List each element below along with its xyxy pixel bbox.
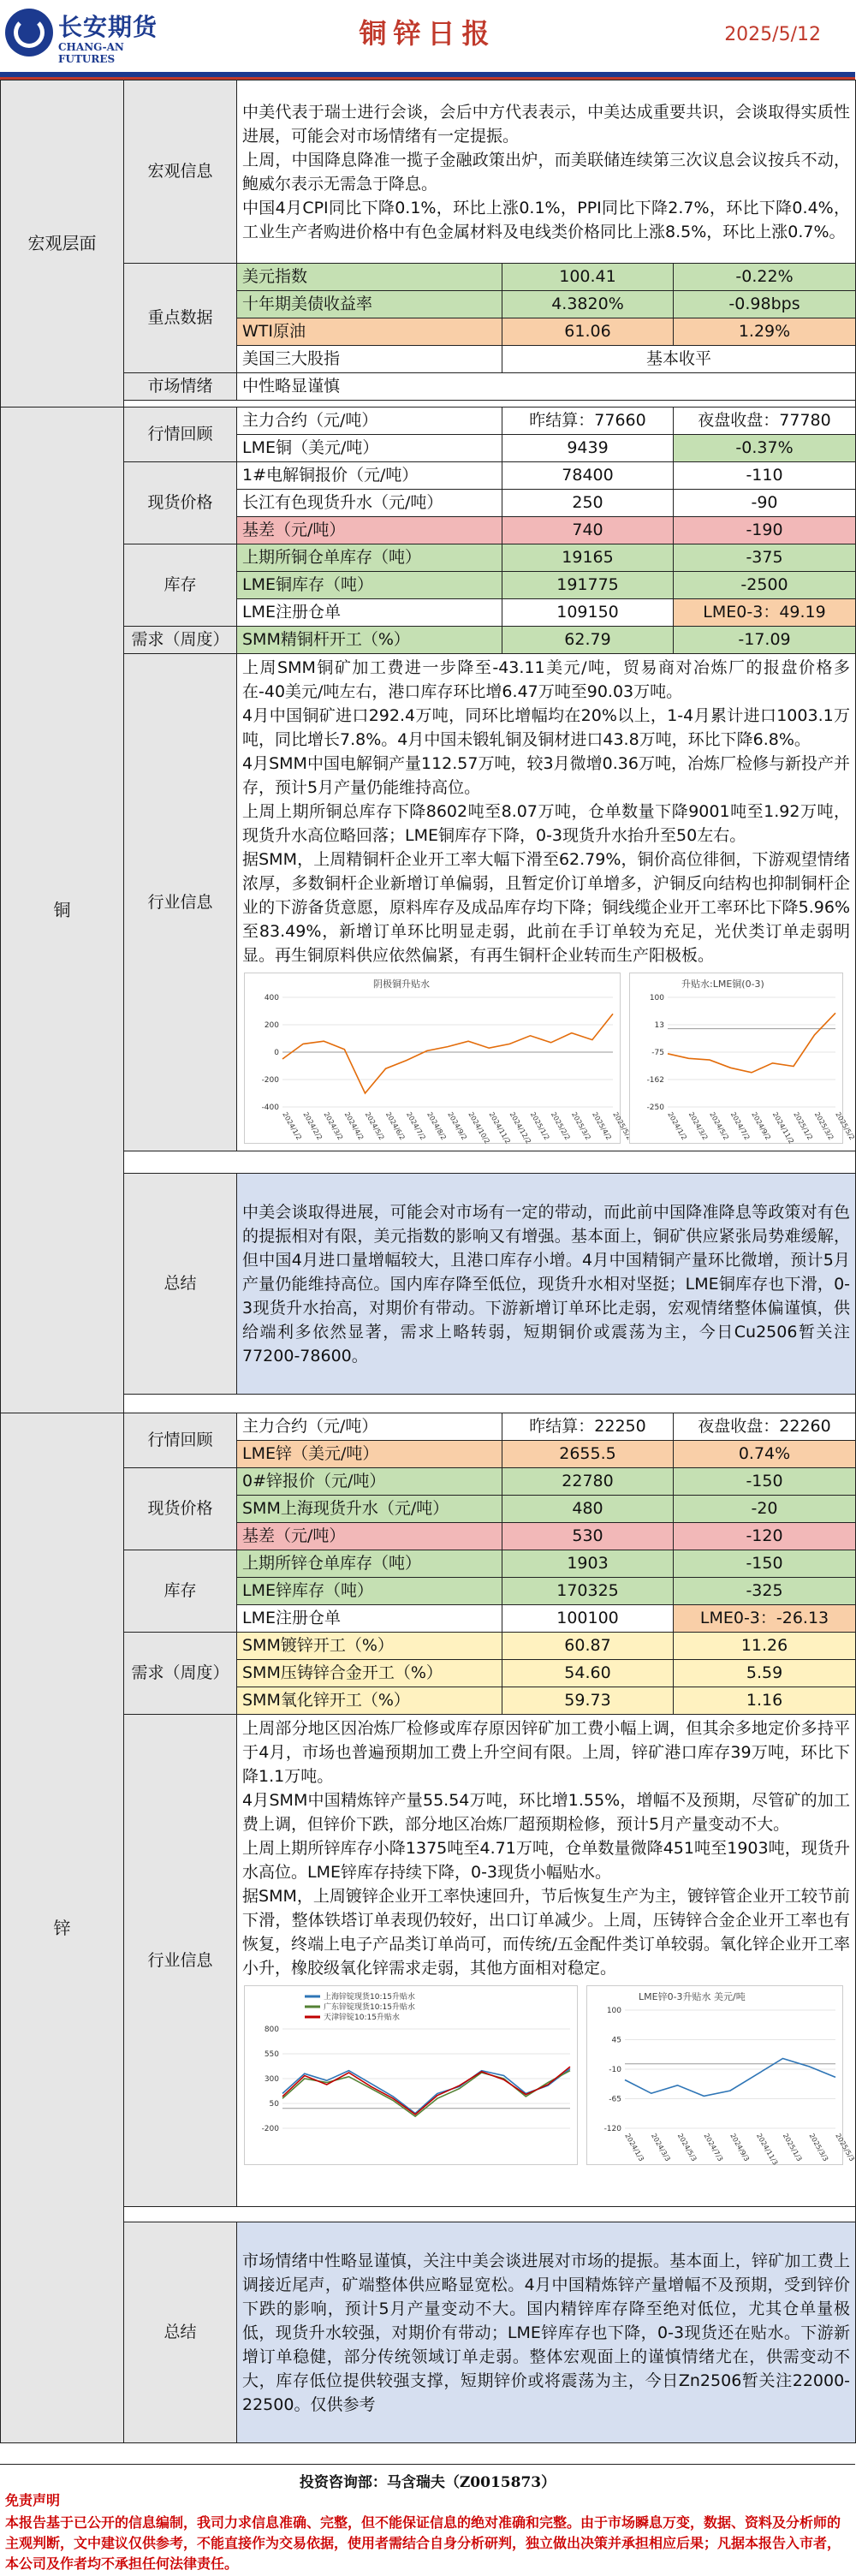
zn-inv-change-0: -150 xyxy=(674,1550,856,1578)
cu-inv-value-2: 109150 xyxy=(502,599,674,627)
zn-spot-name-0: 0#锌报价（元/吨） xyxy=(237,1468,502,1496)
zn-spot-value-1: 480 xyxy=(502,1496,674,1523)
cu-summary-label: 总结 xyxy=(124,1174,237,1395)
cu-inv-value-1: 191775 xyxy=(502,572,674,599)
cu-ind-p5: 据SMM，上周精铜杆企业开工率大幅下滑至62.79%，铜价高位徘徊，下游观望情绪浓厚，多数铜杆企业新增订单偏弱，且暂定价订单增多，沪铜反向结构也抑制铜杆企业的下游备货意愿，原料库存及成品库存均下降；铜线缆企业开工率环比下降5.96%至83.49%，新增订单环比明显走弱，此前在手订单较为充足，光伏类订单走弱明显。再生铜原料供应依然偏紧，有再生铜杆企业转而生产阳极板。 xyxy=(242,850,851,965)
cu-industry-label: 行业信息 xyxy=(124,654,237,1151)
x-tick-label: 2024/3/2 xyxy=(687,1110,710,1142)
zn-spot-value-0: 22780 xyxy=(502,1468,674,1496)
zn-main-settle: 昨结算：22250 xyxy=(502,1413,674,1441)
macro-info-p3: 中国4月CPI同比下降0.1%，环比上涨0.1%，PPI同比下降2.7%，环比下降0.4%，工业生产者购进价格中有色金属材料及电线类价格同比上涨8.5%，环比上涨0.7%。 xyxy=(242,198,851,241)
y-tick-label: 13 xyxy=(654,1021,664,1030)
zn-demand-value-1: 54.60 xyxy=(502,1660,674,1687)
zn-ind-p3: 上周上期所锌库存小降1375吨至4.71万吨，仓单数量微降451吨至1903吨，现货升水高位。LME锌库存持续下降，0-3现货小幅贴水。 xyxy=(242,1839,851,1882)
cu-inv-name-0: 上期所铜仓单库存（吨） xyxy=(237,544,502,572)
report-footer xyxy=(0,2464,855,2572)
report-header xyxy=(0,0,855,72)
key-data-label: 重点数据 xyxy=(124,264,237,373)
x-tick-label: 2024/3/3 xyxy=(650,2132,672,2163)
report-table xyxy=(0,80,856,2443)
us10y-value: 4.3820% xyxy=(502,291,674,318)
y-tick-label: -10 xyxy=(609,2066,621,2074)
x-tick-label: 2024/1/2 xyxy=(281,1110,304,1142)
zn-spot-name-2: 基差（元/吨） xyxy=(237,1523,502,1550)
x-tick-label: 2024/11/3 xyxy=(755,2132,780,2167)
x-tick-label: 2024/1/2 xyxy=(666,1110,689,1142)
y-tick-label: 100 xyxy=(606,2007,621,2015)
y-tick-label: -65 xyxy=(609,2095,621,2104)
cu-demand-change: -17.09 xyxy=(674,627,856,654)
cu-lme-name: LME铜（美元/吨） xyxy=(237,435,502,462)
cu-review-label: 行情回顾 xyxy=(124,408,237,462)
zn-spot-change-0: -150 xyxy=(674,1468,856,1496)
y-tick-label: 300 xyxy=(264,2075,279,2084)
zn-demand-value-2: 59.73 xyxy=(502,1687,674,1715)
zn-demand-name-1: SMM压铸锌合金开工（%） xyxy=(237,1660,502,1687)
chart-title: LME锌0-3升贴水 美元/吨 xyxy=(639,1991,746,2002)
section-macro: 宏观层面 xyxy=(1,80,124,408)
y-tick-label: -120 xyxy=(603,2125,621,2133)
cu-spot-value-2: 740 xyxy=(502,517,674,544)
zn-ind-p2: 4月SMM中国精炼锌产量55.54万吨，环比增1.55%，增幅不及预期，尽管矿的加工费上调，但锌价下跌，部分地区冶炼厂超预期检修，预计5月产量变动不大。 xyxy=(242,1791,851,1834)
x-tick-label: 2024/7/3 xyxy=(702,2132,725,2163)
cu-lme-spread-chart xyxy=(629,973,856,1145)
zn-inv-change-1: -325 xyxy=(674,1578,856,1605)
x-tick-label: 2024/5/3 xyxy=(675,2132,698,2163)
y-tick-label: -75 xyxy=(651,1049,664,1057)
cu-spot-name-2: 基差（元/吨） xyxy=(237,517,502,544)
cu-inv-value-0: 19165 xyxy=(502,544,674,572)
y-tick-label: 200 xyxy=(264,1021,279,1030)
dxy-value: 100.41 xyxy=(502,264,674,291)
zn-lme-value: 2655.5 xyxy=(502,1441,674,1468)
x-tick-label: 2025/5/2 xyxy=(611,1110,634,1142)
section-zinc: 锌 xyxy=(1,1413,124,2443)
cu-demand-label: 需求（周度） xyxy=(124,627,237,654)
macro-info-label: 宏观信息 xyxy=(124,80,237,264)
x-tick-label: 2024/3/2 xyxy=(322,1110,345,1142)
y-tick-label: -200 xyxy=(261,2125,279,2133)
x-tick-label: 2024/11/2 xyxy=(770,1110,796,1145)
us10y-name: 十年期美债收益率 xyxy=(237,291,502,318)
dxy-name: 美元指数 xyxy=(237,264,502,291)
cu-ind-p1: 上周SMM铜矿加工费进一步降至-43.11美元/吨，贸易商对冶炼厂的报盘价格多在-40美元/吨左右，港口库存环比增6.47万吨至90.03万吨。 xyxy=(242,658,851,701)
macro-spacer xyxy=(124,401,856,408)
zn-inv-name-2: LME注册仓单 xyxy=(237,1605,502,1633)
x-tick-label: 2024/7/2 xyxy=(728,1110,752,1142)
cu-industry xyxy=(237,654,856,1151)
x-tick-label: 2024/6/2 xyxy=(383,1110,407,1142)
zn-lme-name: LME锌（美元/吨） xyxy=(237,1441,502,1468)
zn-inv-change-2: LME0-3：-26.13 xyxy=(674,1605,856,1633)
zn-inv-label: 库存 xyxy=(124,1550,237,1633)
chart-title: 阴极铜升贴水 xyxy=(373,979,430,990)
y-tick-label: 0 xyxy=(274,1049,279,1057)
zn-demand-name-0: SMM镀锌开工（%） xyxy=(237,1633,502,1660)
cu-spot-change-0: -110 xyxy=(674,462,856,490)
cu-main-name: 主力合约（元/吨） xyxy=(237,408,502,435)
cu-charts xyxy=(242,967,856,1149)
macro-info-p1: 中美代表于瑞士进行会谈，会后中方代表表示，中美达成重要共识，会谈取得实质性进展，可能会对市场情绪有一定提振。 xyxy=(242,102,851,146)
zn-industry-label: 行业信息 xyxy=(124,1715,237,2207)
analyst-info: 投资咨询部：马含瑞夫（Z0015873） xyxy=(299,2474,556,2491)
zn-spot-label: 现货价格 xyxy=(124,1468,237,1550)
x-tick-label: 2025/2/2 xyxy=(549,1110,572,1142)
x-tick-label: 2025/1/2 xyxy=(528,1110,551,1142)
cu-inv-change-2: LME0-3：49.19 xyxy=(674,599,856,627)
y-tick-label: 400 xyxy=(264,994,279,1002)
macro-info xyxy=(237,80,856,264)
legend-label: 广东锌锭现货10:15升贴水 xyxy=(324,2003,415,2012)
series-line xyxy=(282,1014,613,1093)
x-tick-label: 2024/8/2 xyxy=(425,1110,448,1142)
x-tick-label: 2025/3/2 xyxy=(570,1110,592,1142)
zn-spot-change-2: -120 xyxy=(674,1523,856,1550)
x-tick-label: 2024/9/3 xyxy=(728,2132,752,2163)
y-tick-label: -162 xyxy=(646,1076,664,1085)
x-tick-label: 2024/1/3 xyxy=(623,2132,646,2163)
zn-main-name: 主力合约（元/吨） xyxy=(237,1413,502,1441)
report-date: 2025/5/12 xyxy=(724,24,821,45)
zn-demand-label: 需求（周度） xyxy=(124,1633,237,1715)
cu-demand-name: SMM精铜杆开工（%） xyxy=(237,627,502,654)
y-tick-label: 50 xyxy=(269,2100,279,2109)
section-copper: 铜 xyxy=(1,408,124,1413)
zn-ind-p4: 据SMM，上周镀锌企业开工率快速回升，节后恢复生产为主，镀锌管企业开工较节前下滑，整体铁塔订单表现仍较好，出口订单减少。上周，压铸锌合金企业开工率也有恢复，终端上电子产品类订单尚可，而传统/五金配件类订单较弱。氧化锌企业开工率小升，橡胶级氧化锌需求走弱，其他方面相对稳定。 xyxy=(242,1887,851,1978)
cu-lme-change: -0.37% xyxy=(674,435,856,462)
zn-demand-value-0: 60.87 xyxy=(502,1633,674,1660)
x-tick-label: 2024/4/2 xyxy=(342,1110,366,1142)
zn-inv-value-2: 100100 xyxy=(502,1605,674,1633)
zn-inv-name-0: 上期所锌仓单库存（吨） xyxy=(237,1550,502,1578)
x-tick-label: 2025/5/2 xyxy=(834,1110,856,1142)
us-stocks-value: 基本收平 xyxy=(502,346,856,373)
zn-spot-premium-chart xyxy=(244,1985,578,2165)
cu-demand-value: 62.79 xyxy=(502,627,674,654)
cu-ind-p3: 4月SMM中国电解铜产量112.57万吨，较3月微增0.36万吨，冶炼厂检修与新投产并存，预计5月产量仍能维持高位。 xyxy=(242,754,851,797)
zn-demand-name-2: SMM氧化锌开工（%） xyxy=(237,1687,502,1715)
zn-inv-name-1: LME锌库存（吨） xyxy=(237,1578,502,1605)
cu-spot-change-2: -190 xyxy=(674,517,856,544)
disclaimer-title: 免责声明 xyxy=(5,2492,61,2508)
y-tick-label: 100 xyxy=(649,994,664,1002)
zn-ind-p1: 上周部分地区因冶炼厂检修或库存原因锌矿加工费小幅上调，但其余多地定价多持平于4月，市场也普遍预期加工费上升空间有限。上周，锌矿港口库存39万吨，环比下降1.1万吨。 xyxy=(242,1719,851,1786)
zn-demand-change-2: 1.16 xyxy=(674,1687,856,1715)
cu-spot-label: 现货价格 xyxy=(124,462,237,544)
sentiment-value: 中性略显谨慎 xyxy=(237,373,856,401)
zn-inv-value-1: 170325 xyxy=(502,1578,674,1605)
cu-inv-change-0: -375 xyxy=(674,544,856,572)
zn-lme-spread-chart xyxy=(586,1985,856,2167)
dxy-change: -0.22% xyxy=(674,264,856,291)
logo-en: CHANG-AN FUTURES xyxy=(58,41,124,65)
cu-spot-name-1: 长江有色现货升水（元/吨） xyxy=(237,490,502,517)
zn-summary: 市场情绪中性略显谨慎，关注中美会谈进展对市场的提振。基本面上，锌矿加工费上调接近尾声，矿端整体供应略显宽松。4月中国精炼锌产量增幅不及预期，受到锌价下跌的影响，预计5月产量变动不大。国内精锌库存降至绝对低位，尤其仓单量极低，现货升水较强，对期价有带动；LME锌库存也下降，0-3现货还在贴水。下游新增订单稳健，部分传统领域订单走弱。整体宏观面上的谨慎情绪尤在，供需变动不大，库存低位提供较强支撑，短期锌价或将震荡为主，今日Zn2506暂关注22000-22500。仅供参考 xyxy=(237,2222,856,2443)
cu-ind-p2: 4月中国铜矿进口292.4万吨，同环比增幅均在20%以上，1-4月累计进口1003.1万吨，同比增长7.8%。4月中国未锻轧铜及铜材进口43.8万吨，环比下降6.8%。 xyxy=(242,706,851,749)
x-tick-label: 2025/5/3 xyxy=(834,2132,856,2163)
x-tick-label: 2025/1/2 xyxy=(792,1110,815,1142)
zn-review-label: 行情回顾 xyxy=(124,1413,237,1468)
x-tick-label: 2025/1/3 xyxy=(781,2132,804,2163)
cu-inv-name-1: LME铜库存（吨） xyxy=(237,572,502,599)
cu-spacer-2 xyxy=(124,1395,856,1413)
zn-demand-change-1: 5.59 xyxy=(674,1660,856,1687)
cu-summary: 中美会谈取得进展，可能会对市场有一定的带动，而此前中国降准降息等政策对有色的提振相对有限，美元指数的影响又有增强。基本面上，铜矿供应紧张局势难缓解，但中国4月进口量增幅较大，且港口库存小增。4月中国精铜产量环比微增，预计5月产量仍能维持高位。国内库存降至低位，现货升水相对坚挺；LME铜库存也下滑，0-3现货升水抬高，对期价有带动。下游新增订单环比走弱，宏观情绪整体偏谨慎，供给端利多依然显著，需求上略转弱，短期铜价或震荡为主，今日Cu2506暂关注77200-78600。 xyxy=(237,1174,856,1395)
zn-spacer xyxy=(124,2207,856,2222)
zn-industry xyxy=(237,1715,856,2207)
x-tick-label: 2024/9/2 xyxy=(446,1110,469,1142)
wti-change: 1.29% xyxy=(674,318,856,346)
legend-label: 天津锌锭10:15升贴水 xyxy=(324,2014,400,2022)
cu-spot-value-0: 78400 xyxy=(502,462,674,490)
x-tick-label: 2024/9/2 xyxy=(750,1110,773,1142)
macro-info-p2: 上周，中国降息降准一揽子金融政策出炉，而美联储连续第三次议息会议按兵不动，鲍威尔表示无需急于降息。 xyxy=(242,150,851,193)
us-stocks-name: 美国三大股指 xyxy=(237,346,502,373)
x-tick-label: 2025/3/2 xyxy=(812,1110,835,1142)
chart-title: 升贴水:LME铜(0-3) xyxy=(681,979,764,990)
cu-main-night: 夜盘收盘：77780 xyxy=(674,408,856,435)
y-tick-label: 550 xyxy=(264,2050,279,2059)
zn-spot-value-2: 530 xyxy=(502,1523,674,1550)
x-tick-label: 2024/11/2 xyxy=(487,1110,512,1145)
cu-spacer xyxy=(124,1151,856,1174)
x-tick-label: 2025/4/2 xyxy=(591,1110,613,1142)
cu-spot-value-1: 250 xyxy=(502,490,674,517)
y-tick-label: 45 xyxy=(611,2036,621,2045)
series-line xyxy=(668,1013,835,1073)
legend-label: 上海锌锭现货10:15升贴水 xyxy=(324,1993,415,2002)
y-tick-label: -400 xyxy=(261,1104,279,1112)
zn-lme-change: 0.74% xyxy=(674,1441,856,1468)
x-tick-label: 2024/5/2 xyxy=(708,1110,731,1142)
zn-inv-value-0: 1903 xyxy=(502,1550,674,1578)
zn-spot-change-1: -20 xyxy=(674,1496,856,1523)
x-tick-label: 2024/12/2 xyxy=(508,1110,532,1145)
cu-spot-change-1: -90 xyxy=(674,490,856,517)
wti-name: WTI原油 xyxy=(237,318,502,346)
cu-inv-name-2: LME注册仓单 xyxy=(237,599,502,627)
logo-cn: 长安期货 xyxy=(58,13,158,41)
wti-value: 61.06 xyxy=(502,318,674,346)
us10y-change: -0.98bps xyxy=(674,291,856,318)
zn-spot-name-1: SMM上海现货升水（元/吨） xyxy=(237,1496,502,1523)
zn-summary-label: 总结 xyxy=(124,2222,237,2443)
cu-ind-p4: 上周上期所铜总库存下降8602吨至8.07万吨，仓单数量下降9001吨至1.92万吨，现货升水高位略回落；LME铜库存下降，0-3现货升水抬升至50左右。 xyxy=(242,802,851,845)
y-tick-label: 800 xyxy=(264,2026,279,2034)
x-tick-label: 2024/7/2 xyxy=(405,1110,427,1142)
x-tick-label: 2025/3/3 xyxy=(807,2132,830,2163)
zn-demand-change-0: 11.26 xyxy=(674,1633,856,1660)
cu-inv-change-1: -2500 xyxy=(674,572,856,599)
x-tick-label: 2024/5/2 xyxy=(363,1110,386,1142)
zn-charts xyxy=(242,1980,856,2170)
disclaimer-text: 本报告基于已公开的信息编制，我司力求信息准确、完整，但不能保证信息的绝对准确和完整。由于市场瞬息万变，数据、资料及分析师的主观判断，文中建议仅供参考，不能直接作为交易依据，使用者需结合自身分析研判，独立做出决策并承担相应后果；凡据本报告入市者，本公司及作者均不承担任何法律责任。 xyxy=(5,2514,841,2572)
x-tick-label: 2024/2/2 xyxy=(301,1110,324,1142)
y-tick-label: -250 xyxy=(646,1104,664,1112)
cu-spot-name-0: 1#电解铜报价（元/吨） xyxy=(237,462,502,490)
cu-spot-premium-chart xyxy=(244,973,634,1145)
report-title: 铜锌日报 xyxy=(359,17,496,50)
sentiment-label: 市场情绪 xyxy=(124,373,237,401)
cu-inv-label: 库存 xyxy=(124,544,237,627)
cu-main-settle: 昨结算：77660 xyxy=(502,408,674,435)
x-tick-label: 2024/10/2 xyxy=(467,1110,491,1145)
zn-main-night: 夜盘收盘：22260 xyxy=(674,1413,856,1441)
cu-lme-value: 9439 xyxy=(502,435,674,462)
y-tick-label: -200 xyxy=(261,1076,279,1085)
